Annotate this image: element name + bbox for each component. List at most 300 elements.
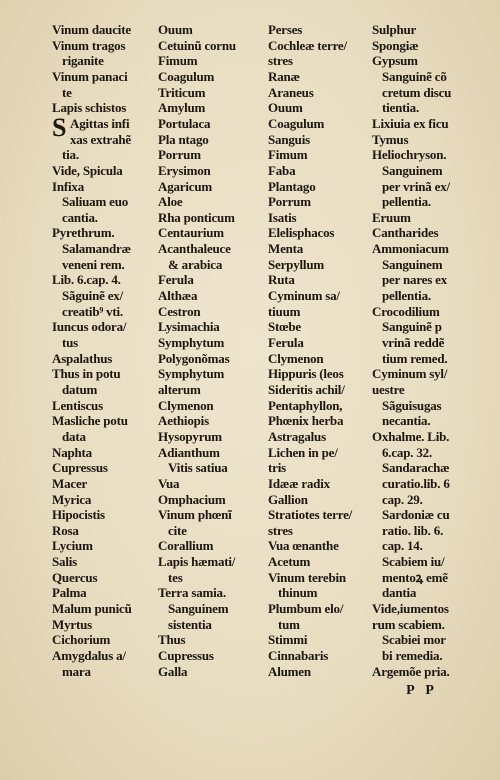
index-entry bbox=[372, 163, 442, 178]
entry-text: Ouum bbox=[158, 22, 193, 37]
entry-text: Stimmi bbox=[268, 632, 308, 648]
index-entry bbox=[372, 69, 447, 84]
index-entry bbox=[158, 225, 224, 240]
entry-text: cite bbox=[168, 522, 187, 538]
index-entry bbox=[52, 554, 77, 569]
index-entry bbox=[268, 507, 352, 522]
index-entry bbox=[52, 132, 131, 147]
entry-text: Stratiotes terre/ bbox=[268, 507, 353, 523]
index-entry bbox=[52, 664, 91, 679]
index-entry bbox=[268, 398, 342, 413]
entry-text: creatib⁹ vti. bbox=[62, 303, 123, 319]
entry-text: Adianthum bbox=[158, 444, 220, 460]
entry-text: cretum discu bbox=[382, 84, 452, 100]
index-entry bbox=[268, 617, 300, 632]
index-entry bbox=[372, 366, 447, 381]
index-entry bbox=[372, 85, 451, 100]
index-entry bbox=[268, 225, 334, 240]
entry-text: Cetuinũ cornu bbox=[158, 37, 236, 53]
index-entry bbox=[268, 163, 295, 178]
entry-text: Cestron bbox=[158, 303, 201, 319]
index-entry bbox=[158, 179, 212, 194]
index-entry bbox=[52, 272, 121, 287]
entry-text: Faba bbox=[268, 162, 296, 178]
index-entry bbox=[52, 241, 131, 256]
entry-text: Lycium bbox=[52, 538, 93, 554]
index-entry bbox=[158, 585, 226, 600]
entry-text: Acetum bbox=[268, 554, 311, 570]
index-entry bbox=[372, 585, 416, 600]
entry-text: xas extrahẽ bbox=[70, 131, 131, 147]
entry-text: Heliochryson. bbox=[372, 147, 447, 163]
entry-text: Pla ntago bbox=[158, 131, 209, 147]
entry-text: tientia. bbox=[382, 100, 420, 116]
index-entry bbox=[52, 570, 97, 585]
index-entry bbox=[52, 147, 79, 162]
index-entry bbox=[268, 257, 324, 272]
index-entry bbox=[268, 85, 314, 100]
index-entry bbox=[372, 225, 438, 240]
entry-text: Alumen bbox=[268, 663, 311, 679]
index-entry bbox=[158, 648, 214, 663]
index-entry bbox=[52, 179, 84, 194]
entry-text: 6.cap. 32. bbox=[382, 444, 433, 460]
index-entry bbox=[158, 100, 205, 115]
index-entry bbox=[268, 288, 340, 303]
index-entry bbox=[372, 413, 430, 428]
index-entry bbox=[268, 22, 302, 37]
entry-text: Lentiscus bbox=[52, 397, 103, 413]
entry-text: Portulaca bbox=[158, 115, 211, 131]
entry-text: tium remed. bbox=[382, 350, 448, 366]
index-entry bbox=[372, 507, 450, 522]
entry-text: Terra samia. bbox=[158, 585, 226, 601]
index-entry bbox=[268, 570, 346, 585]
index-entry bbox=[268, 116, 324, 131]
entry-text: Ferula bbox=[158, 272, 194, 288]
entry-text: Triticum bbox=[158, 84, 206, 100]
index-entry bbox=[52, 601, 132, 616]
entry-text: Elelisphacos bbox=[268, 225, 335, 241]
entry-text: dantia bbox=[382, 585, 417, 601]
index-entry bbox=[372, 272, 447, 287]
entry-text: Coagulum bbox=[158, 68, 215, 84]
index-entry bbox=[268, 194, 311, 209]
entry-text: Salamandræ bbox=[62, 241, 131, 257]
index-entry bbox=[372, 257, 442, 272]
index-entry bbox=[372, 319, 442, 334]
entry-text: tus bbox=[62, 335, 79, 350]
index-entry bbox=[52, 366, 120, 381]
entry-text: Lysimachia bbox=[158, 319, 220, 335]
entry-text: Pentaphyllon, bbox=[268, 397, 343, 413]
index-entry bbox=[158, 476, 179, 491]
entry-text: Thus in potu bbox=[52, 366, 121, 382]
index-entry bbox=[52, 194, 128, 209]
index-entry bbox=[158, 69, 214, 84]
index-entry bbox=[372, 241, 449, 256]
index-entry bbox=[52, 319, 126, 334]
index-entry bbox=[158, 335, 224, 350]
entry-text: Palma bbox=[52, 585, 87, 601]
entry-text: Ouum bbox=[268, 100, 303, 116]
index-entry bbox=[268, 632, 307, 647]
index-entry bbox=[158, 398, 213, 413]
index-entry bbox=[372, 288, 431, 303]
entry-text: tes bbox=[168, 569, 183, 585]
index-entry bbox=[158, 617, 212, 632]
entry-text: cantia. bbox=[62, 209, 98, 225]
index-entry bbox=[372, 460, 449, 475]
entry-text: Galla bbox=[158, 663, 188, 679]
entry-text: per nares ex bbox=[382, 272, 447, 288]
entry-text: Aspalathus bbox=[52, 350, 113, 366]
entry-text: Clymenon bbox=[158, 397, 214, 413]
index-entry bbox=[372, 617, 445, 632]
entry-text: Myrtus bbox=[52, 616, 92, 632]
index-entry bbox=[268, 523, 293, 538]
entry-text: Sanguinẽ cõ bbox=[382, 68, 447, 84]
index-entry bbox=[158, 382, 201, 397]
index-entry bbox=[52, 445, 92, 460]
entry-text: stres bbox=[268, 522, 293, 538]
entry-text: per vrinã ex/ bbox=[382, 178, 450, 194]
index-entry bbox=[268, 366, 344, 381]
index-entry bbox=[158, 429, 222, 444]
index-entry bbox=[52, 38, 125, 53]
index-entry bbox=[268, 554, 310, 569]
entry-text: Vinum phœnĩ bbox=[158, 507, 232, 523]
entry-text: Cyminum syl/ bbox=[372, 366, 448, 382]
entry-text: Sãguisugas bbox=[382, 397, 442, 413]
entry-text: Salis bbox=[52, 554, 78, 570]
index-entry bbox=[372, 132, 408, 147]
entry-text: Sãguinẽ ex/ bbox=[62, 288, 124, 304]
entry-text: Ferula bbox=[268, 335, 304, 350]
index-entry bbox=[52, 163, 123, 178]
entry-text: necantia. bbox=[382, 413, 431, 429]
entry-text: pellentia. bbox=[382, 194, 431, 210]
index-entry bbox=[372, 100, 419, 115]
entry-text: ratio. lib. 6. bbox=[382, 522, 444, 538]
index-entry bbox=[372, 648, 442, 663]
index-entry bbox=[372, 429, 449, 444]
entry-text: Vinum terebin bbox=[268, 569, 346, 585]
entry-text: Erysimon bbox=[158, 162, 211, 178]
index-entry bbox=[268, 179, 316, 194]
entry-text: Sanguis bbox=[268, 131, 310, 147]
index-entry bbox=[268, 664, 311, 679]
entry-text: Oxhalme. Lib. bbox=[372, 428, 450, 444]
entry-text: cap. 29. bbox=[382, 491, 423, 507]
index-entry bbox=[52, 382, 97, 397]
index-entry bbox=[372, 351, 447, 366]
entry-text: Thus bbox=[158, 632, 186, 648]
index-entry bbox=[52, 225, 114, 240]
index-entry bbox=[158, 257, 222, 272]
index-entry bbox=[268, 69, 300, 84]
entry-text: mara bbox=[62, 663, 91, 679]
index-entry bbox=[158, 319, 220, 334]
index-entry bbox=[372, 179, 450, 194]
entry-text: Clymenon bbox=[268, 350, 324, 366]
index-entry bbox=[52, 288, 123, 303]
entry-text: tiuum bbox=[268, 303, 301, 319]
entry-text: Gallion bbox=[268, 491, 308, 507]
entry-text: Infixa bbox=[52, 178, 85, 194]
index-entry bbox=[372, 632, 446, 647]
entry-text: Gypsum bbox=[372, 53, 418, 69]
entry-text: alterum bbox=[158, 381, 201, 397]
index-entry bbox=[372, 335, 444, 350]
entry-text: Myrica bbox=[52, 491, 92, 507]
entry-text: Eruum bbox=[372, 209, 411, 225]
index-entry bbox=[268, 335, 304, 350]
entry-text: Macer bbox=[52, 475, 88, 491]
entry-text: Phœnix herba bbox=[268, 413, 344, 429]
entry-text: Stœbe bbox=[268, 319, 301, 335]
entry-text: rum scabiem. bbox=[372, 616, 445, 632]
entry-text: Agaricum bbox=[158, 178, 212, 194]
entry-text: Amylum bbox=[158, 100, 206, 116]
entry-text: Centaurium bbox=[158, 225, 224, 241]
entry-text: Spongiæ bbox=[372, 37, 419, 53]
index-entry bbox=[158, 460, 228, 475]
index-entry bbox=[52, 257, 125, 272]
entry-text: Cochleæ terre/ bbox=[268, 37, 347, 53]
entry-text: Serpyllum bbox=[268, 256, 324, 272]
entry-text: Lapis schistos bbox=[52, 100, 127, 116]
entry-text: Fimum bbox=[158, 53, 198, 69]
entry-text: Sardoniæ cu bbox=[382, 507, 450, 523]
entry-text: cap. 14. bbox=[382, 538, 423, 554]
entry-text: vrinã reddẽ bbox=[382, 335, 445, 350]
index-entry bbox=[372, 38, 418, 53]
index-entry bbox=[158, 38, 236, 53]
entry-text: Cinnabaris bbox=[268, 648, 329, 663]
entry-text: Isatis bbox=[268, 209, 297, 225]
entry-text: tum bbox=[278, 616, 300, 632]
index-entry bbox=[268, 241, 303, 256]
entry-text: Symphytum bbox=[158, 366, 225, 382]
entry-text: Vua bbox=[158, 475, 180, 491]
index-entry bbox=[372, 22, 416, 37]
entry-text: Malum punicũ bbox=[52, 601, 132, 617]
entry-text: stres bbox=[268, 53, 293, 69]
entry-text: thinum bbox=[278, 585, 318, 601]
index-entry bbox=[158, 664, 187, 679]
index-entry bbox=[372, 398, 441, 413]
index-entry bbox=[158, 241, 231, 256]
index-entry bbox=[52, 398, 103, 413]
index-entry bbox=[372, 523, 443, 538]
entry-text: Aloe bbox=[158, 194, 183, 210]
index-entry bbox=[52, 429, 86, 444]
index-entry bbox=[268, 492, 308, 507]
entry-text: Vinum daucite bbox=[52, 22, 131, 37]
entry-text: Agittas infi bbox=[70, 115, 130, 131]
index-entry bbox=[52, 413, 128, 428]
entry-text: Porrum bbox=[268, 194, 311, 210]
index-entry bbox=[268, 210, 296, 225]
index-entry bbox=[158, 601, 228, 616]
entry-text: curatio.lib. 6 bbox=[382, 475, 450, 491]
index-entry bbox=[158, 272, 194, 287]
entry-text: Menta bbox=[268, 241, 304, 257]
index-entry bbox=[268, 413, 343, 428]
index-entry bbox=[268, 351, 323, 366]
index-entry bbox=[52, 476, 87, 491]
index-entry bbox=[158, 163, 211, 178]
index-entry bbox=[158, 413, 209, 428]
index-entry bbox=[158, 194, 182, 209]
index-entry bbox=[158, 523, 187, 538]
entry-text: Ammoniacum bbox=[372, 241, 449, 257]
index-entry bbox=[158, 570, 183, 585]
index-entry bbox=[372, 194, 431, 209]
index-entry bbox=[372, 445, 432, 460]
index-entry bbox=[158, 351, 229, 366]
index-entry bbox=[52, 585, 86, 600]
index-entry bbox=[158, 147, 201, 162]
entry-text: Hysopyrum bbox=[158, 428, 222, 444]
entry-text: Sanguinem bbox=[382, 162, 443, 178]
entry-text: Sandarachæ bbox=[382, 460, 450, 476]
entry-text: uestre bbox=[372, 381, 405, 397]
entry-text: Corallium bbox=[158, 538, 214, 554]
index-entry bbox=[158, 132, 209, 147]
entry-text: Scabiei mor bbox=[382, 632, 446, 648]
index-entry bbox=[372, 570, 448, 585]
entry-text: Tymus bbox=[372, 131, 409, 147]
entry-text: Sanguinem bbox=[382, 256, 443, 272]
entry-text: Sanguinem bbox=[168, 601, 229, 617]
index-entry bbox=[268, 648, 328, 663]
entry-text: & arabica bbox=[168, 256, 223, 272]
index-entry bbox=[372, 554, 444, 569]
index-entry bbox=[52, 69, 128, 84]
drop-capital: S bbox=[52, 112, 67, 142]
entry-text: mentoꝝ emẽ bbox=[382, 569, 448, 585]
entry-text: Aethiopis bbox=[158, 413, 209, 429]
entry-text: Polygonõmas bbox=[158, 350, 230, 366]
index-entry bbox=[52, 210, 98, 225]
index-entry bbox=[372, 382, 405, 397]
index-entry bbox=[268, 272, 295, 287]
entry-text: veneni rem. bbox=[62, 256, 125, 272]
index-entry bbox=[372, 492, 423, 507]
index-entry bbox=[268, 100, 303, 115]
entry-text: Vinum panaci bbox=[52, 68, 128, 84]
entry-text: Rha ponticum bbox=[158, 209, 235, 225]
index-entry bbox=[268, 147, 307, 162]
index-entry bbox=[268, 38, 347, 53]
entry-text: Saliuam euo bbox=[62, 194, 129, 210]
index-entry bbox=[268, 382, 345, 397]
index-entry bbox=[268, 319, 301, 334]
entry-text: Araneus bbox=[268, 84, 314, 100]
entry-text: Cichorium bbox=[52, 632, 111, 648]
index-entry bbox=[158, 116, 210, 131]
index-entry bbox=[268, 601, 343, 616]
entry-text: Lichen in pe/ bbox=[268, 444, 338, 460]
index-entry bbox=[52, 460, 108, 475]
entry-text: Sulphur bbox=[372, 22, 417, 37]
index-entry bbox=[268, 132, 310, 147]
index-entry bbox=[52, 304, 123, 319]
index-entry bbox=[52, 617, 92, 632]
index-entry bbox=[372, 664, 450, 679]
index-entry bbox=[268, 585, 317, 600]
index-entry bbox=[158, 554, 235, 569]
index-entry bbox=[52, 335, 78, 350]
index-entry bbox=[372, 476, 450, 491]
index-entry bbox=[268, 538, 339, 553]
signature-mark: P P bbox=[406, 683, 438, 698]
index-entry bbox=[268, 429, 326, 444]
entry-text: Vide,iumentos bbox=[372, 601, 449, 617]
index-entry bbox=[372, 210, 411, 225]
index-entry bbox=[372, 147, 446, 162]
entry-text: Astragalus bbox=[268, 428, 326, 444]
index-entry bbox=[52, 492, 91, 507]
index-entry bbox=[158, 632, 185, 647]
index-entry bbox=[268, 445, 338, 460]
index-entry bbox=[372, 601, 449, 616]
index-entry bbox=[158, 445, 220, 460]
entry-text: bi remedia. bbox=[382, 648, 443, 663]
entry-text: Masliche potu bbox=[52, 413, 128, 429]
entry-text: Althæa bbox=[158, 288, 198, 304]
entry-text: Porrum bbox=[158, 147, 201, 163]
entry-text: Ruta bbox=[268, 272, 295, 288]
entry-text: Plantago bbox=[268, 178, 316, 194]
entry-text: Sanguinẽ p bbox=[382, 319, 442, 335]
index-entry bbox=[158, 366, 224, 381]
entry-text: Iuncus odora/ bbox=[52, 319, 127, 335]
index-entry bbox=[158, 492, 226, 507]
entry-text: Vide, Spicula bbox=[52, 162, 123, 178]
index-entry bbox=[158, 210, 235, 225]
entry-text: Cantharides bbox=[372, 225, 439, 241]
index-entry bbox=[52, 85, 72, 100]
entry-text: Omphacium bbox=[158, 491, 226, 507]
entry-text: Coagulum bbox=[268, 115, 325, 131]
entry-text: Lixiuia ex ficu bbox=[372, 115, 449, 131]
index-entry bbox=[158, 507, 232, 522]
entry-text: data bbox=[62, 428, 86, 444]
entry-text: Fimum bbox=[268, 147, 308, 163]
index-entry bbox=[52, 538, 93, 553]
entry-text: Argemõe pria. bbox=[372, 663, 450, 679]
entry-text: te bbox=[62, 84, 72, 100]
index-entry bbox=[372, 538, 423, 553]
entry-text: pellentia. bbox=[382, 288, 431, 304]
index-entry bbox=[52, 507, 105, 522]
index-entry bbox=[158, 85, 205, 100]
entry-text: Cupressus bbox=[158, 648, 214, 663]
entry-text: Idææ radix bbox=[268, 475, 330, 491]
entry-text: Lib. 6.cap. 4. bbox=[52, 272, 121, 288]
index-entry bbox=[158, 53, 197, 68]
index-entry bbox=[52, 523, 79, 538]
entry-text: Vinum tragos bbox=[52, 37, 126, 53]
entry-text: Cupressus bbox=[52, 460, 108, 476]
index-entry bbox=[158, 538, 213, 553]
entry-text: Vua œnanthe bbox=[268, 538, 339, 554]
index-entry bbox=[372, 116, 448, 131]
entry-text: Vitis satiua bbox=[168, 460, 228, 476]
